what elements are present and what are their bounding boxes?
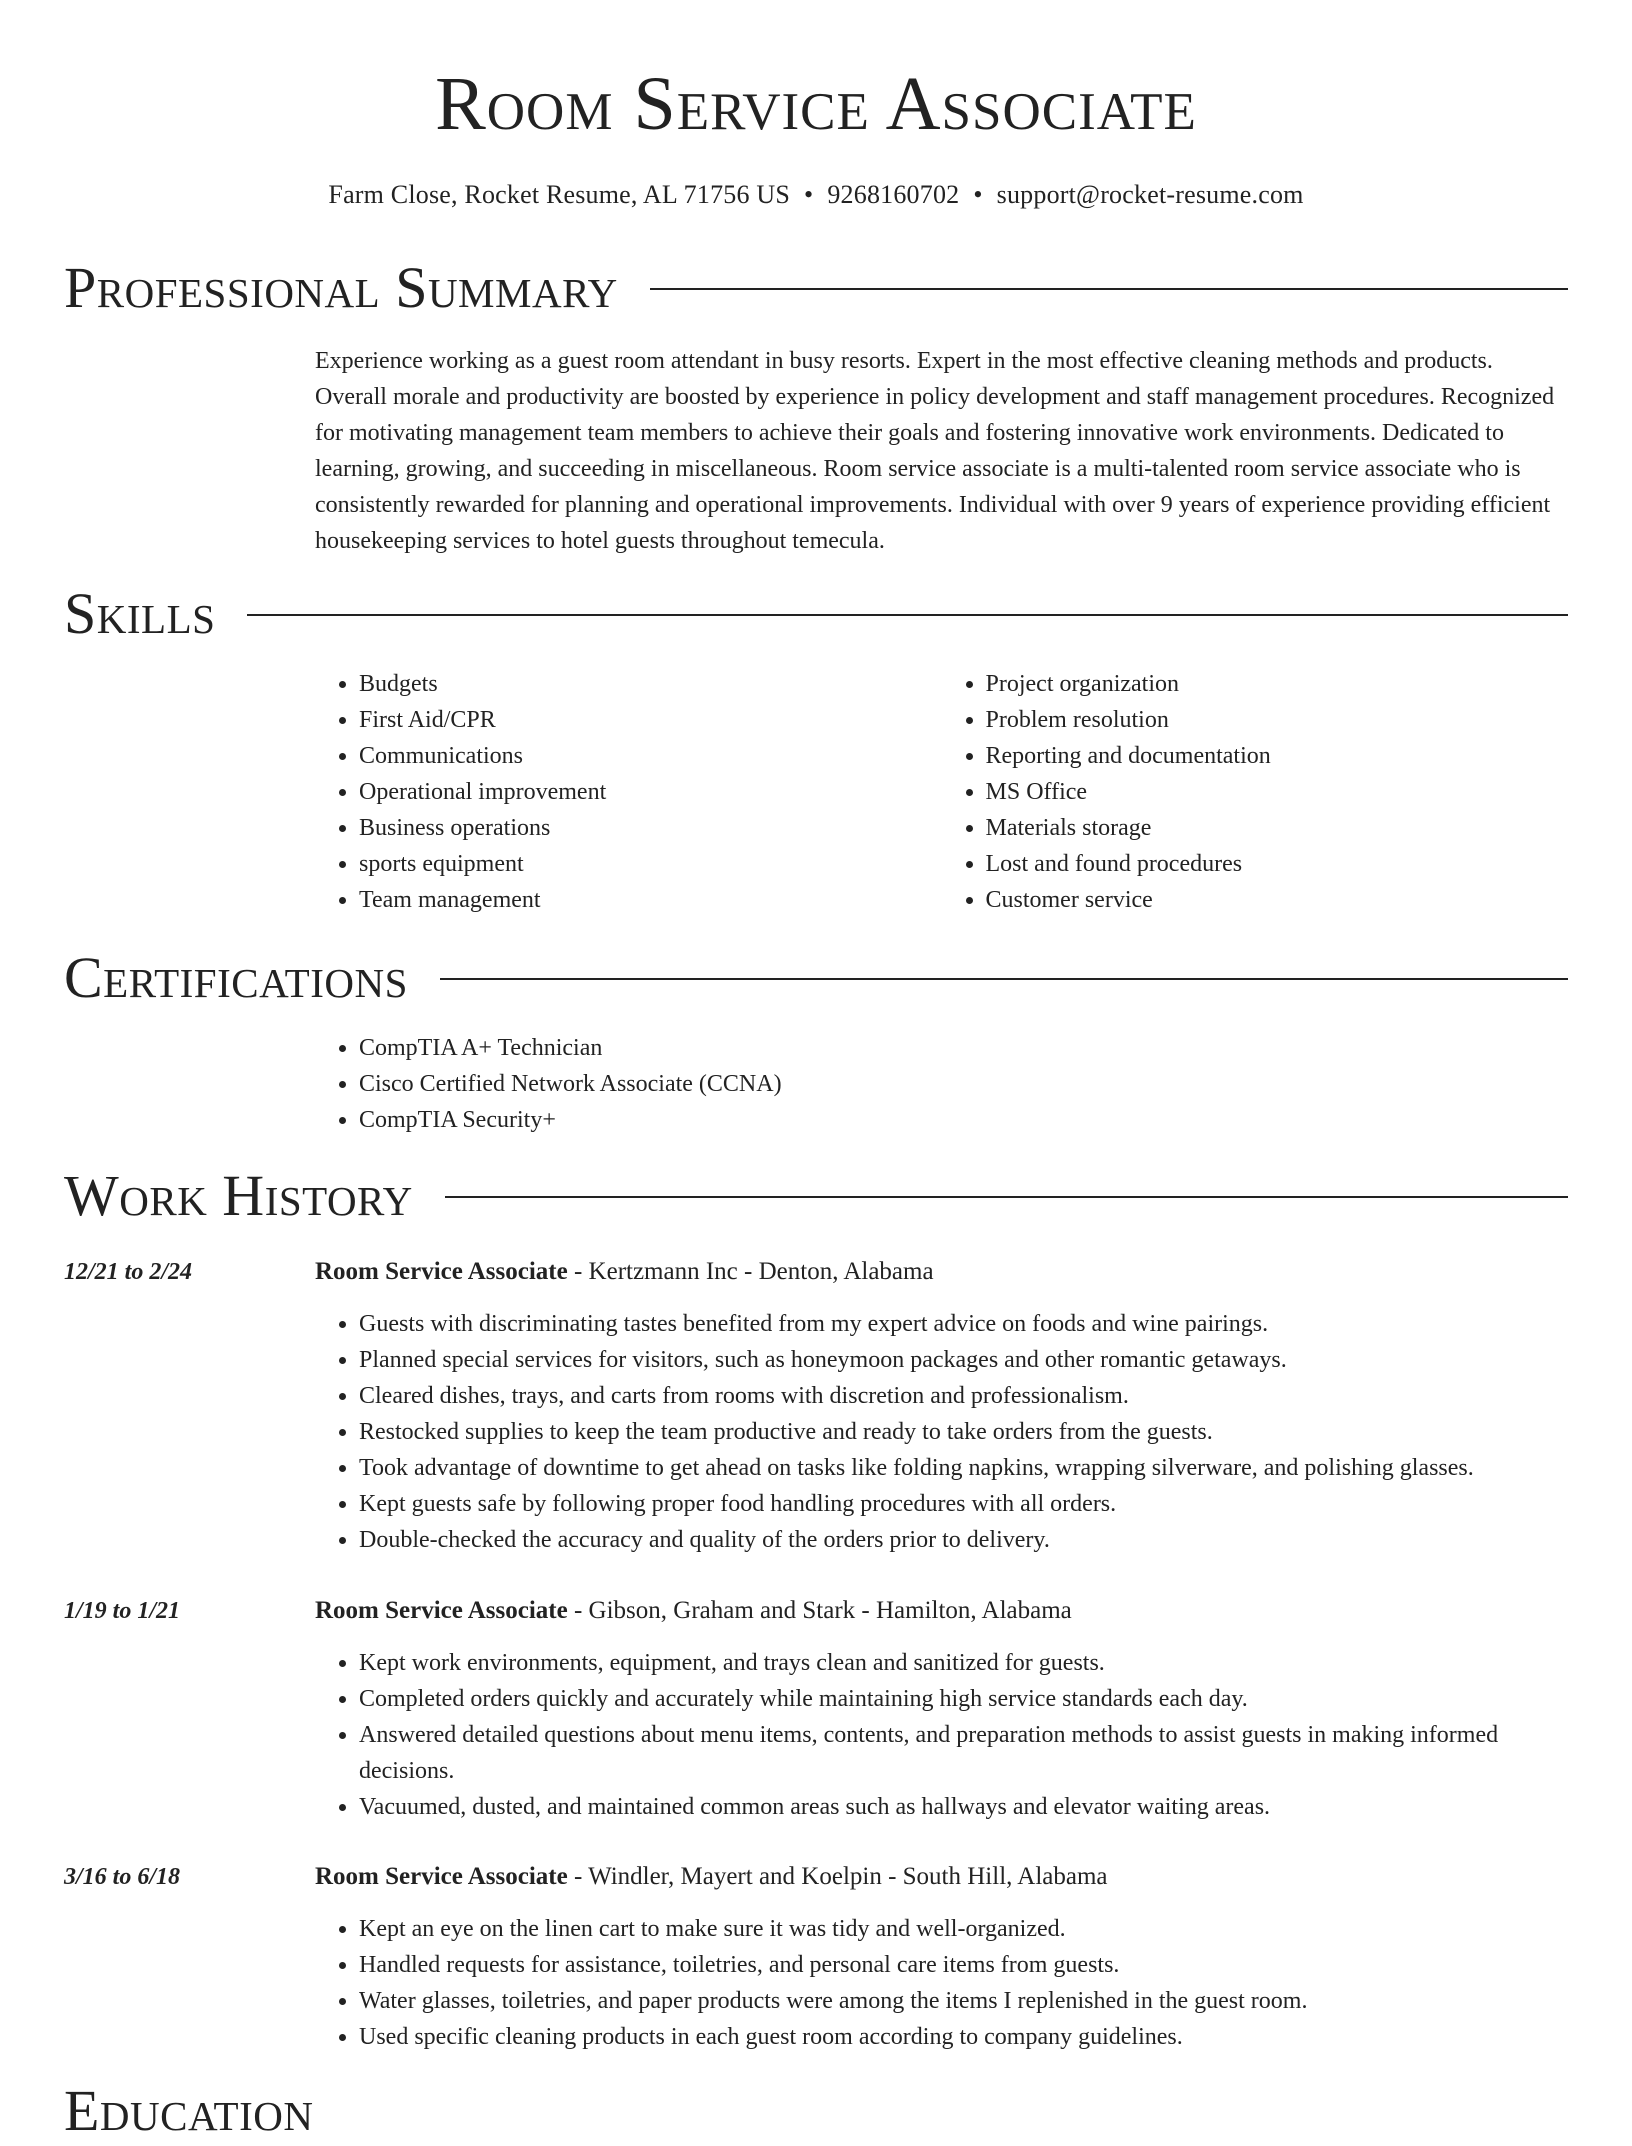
skills-section [0,579,1632,918]
certifications-heading: Certifications [64,945,408,1010]
job-bullet: • Answered detailed questions about menu items, contents, and preparation methods to assist guests in making informed decisions. [359,1717,1568,1789]
job-dates: 3/16 to 6/18 [64,1864,181,1890]
summary-text: Experience working as a guest room attendant in busy resorts. Expert in the most effective cleaning methods and products. Overall morale and productivity are boosted by experience in policy development and staff management procedures. Recognized for motivating management team members to achieve their goals and fostering innovative work environments. Dedicated to learning, growing, and succeeding in miscellaneous. Room service associate is a multi-talented room service associate who is consistently rewarded for planning and operational improvements. Individual with over 9 years of experience providing efficient housekeeping services to hotel guests throughout temecula. [315,348,1555,554]
certification-item: • CompTIA Security+ [359,1102,1568,1138]
job-entry [64,1593,1568,1825]
skill-item: • Business operations [359,810,942,846]
skills-heading: Skills [64,581,216,646]
section-divider [440,978,1568,980]
work-history-body [0,1254,1632,2055]
skill-item: • Project organization [986,666,1569,702]
job-content [315,1593,1568,1825]
job-entry [64,1859,1568,2055]
summary-heading-row [64,253,1568,323]
work-history-section [0,1161,1632,2055]
education-section [0,2076,1632,2146]
job-employer: - Windler, Mayert and Koelpin - South Hill, Alabama [567,1863,1108,1890]
skills-list-left [315,666,942,918]
skill-item: • Reporting and documentation [986,738,1569,774]
job-bullets [315,1911,1568,2055]
certification-item: • Cisco Certified Network Associate (CCNA) [359,1066,1568,1102]
summary-section [0,253,1632,559]
job-bullet: • Used specific cleaning products in each guest room according to company guidelines. [359,2019,1568,2055]
contact-line [0,180,1632,210]
skill-item: • MS Office [986,774,1569,810]
job-title-line [315,1593,1568,1629]
contact-separator: • [973,180,983,209]
skills-body [315,666,1568,918]
job-bullet: • Handled requests for assistance, toiletries, and personal care items from guests. [359,1947,1568,1983]
section-divider [445,1196,1568,1198]
skill-item: • Lost and found procedures [986,846,1569,882]
certifications-section [0,943,1632,1138]
work-history-heading-row [64,1161,1568,1231]
job-bullet: • Double-checked the accuracy and quality of the orders prior to delivery. [359,1522,1568,1558]
job-bullet: • Vacuumed, dusted, and maintained common areas such as hallways and elevator waiting areas. [359,1789,1568,1825]
contact-separator: • [804,180,814,209]
skill-item: • Materials storage [986,810,1569,846]
skill-item: • Budgets [359,666,942,702]
job-title: Room Service Associate [315,1863,568,1890]
job-bullet: • Kept guests safe by following proper food handling procedures with all orders. [359,1486,1568,1522]
resume-name: Room Service Associate [435,62,1197,146]
job-title: Room Service Associate [315,1258,568,1285]
job-bullet: • Kept work environments, equipment, and trays clean and sanitized for guests. [359,1645,1568,1681]
job-bullet: • Cleared dishes, trays, and carts from rooms with discretion and professionalism. [359,1378,1568,1414]
contact-address: Farm Close, Rocket Resume, AL 71756 US [328,180,791,209]
contact-phone: 9268160702 [827,180,960,209]
certifications-list [315,1030,1568,1138]
education-heading: Education [64,2078,314,2143]
job-dates: 12/21 to 2/24 [64,1259,193,1285]
skill-item: • Operational improvement [359,774,942,810]
certification-item: • CompTIA A+ Technician [359,1030,1568,1066]
skill-item: • First Aid/CPR [359,702,942,738]
job-bullets [315,1645,1568,1825]
job-bullet: • Completed orders quickly and accurately while maintaining high service standards each day. [359,1681,1568,1717]
job-title: Room Service Associate [315,1597,568,1624]
certifications-heading-row [64,943,1568,1013]
education-heading-row [64,2076,1568,2146]
job-content [315,1859,1568,2055]
skill-item: • Team management [359,882,942,918]
job-content [315,1254,1568,1558]
summary-heading: Professional Summary [64,255,618,320]
section-divider [650,288,1568,290]
job-bullet: • Kept an eye on the linen cart to make sure it was tidy and well-organized. [359,1911,1568,1947]
job-employer: - Gibson, Graham and Stark - Hamilton, Alabama [567,1597,1072,1624]
skill-item: • Problem resolution [986,702,1569,738]
section-divider [247,614,1568,616]
job-bullet: • Water glasses, toiletries, and paper products were among the items I replenished in the guest room. [359,1983,1568,2019]
skills-list-right [942,666,1569,918]
certifications-body [315,1030,1568,1138]
job-bullet: • Took advantage of downtime to get ahead on tasks like folding napkins, wrapping silverware, and polishing glasses. [359,1450,1568,1486]
job-dates: 1/19 to 1/21 [64,1598,181,1624]
job-title-line [315,1859,1568,1895]
skill-item: • Communications [359,738,942,774]
skills-heading-row [64,579,1568,649]
job-bullet: • Planned special services for visitors, such as honeymoon packages and other romantic getaways. [359,1342,1568,1378]
contact-email: support@rocket-resume.com [996,180,1304,209]
job-bullet: • Guests with discriminating tastes benefited from my expert advice on foods and wine pairings. [359,1306,1568,1342]
summary-body [315,343,1568,559]
job-employer: - Kertzmann Inc - Denton, Alabama [567,1258,934,1285]
skill-item: • Customer service [986,882,1569,918]
skill-item: • sports equipment [359,846,942,882]
job-bullet: • Restocked supplies to keep the team productive and ready to take orders from the guests. [359,1414,1568,1450]
work-history-heading: Work History [64,1163,413,1228]
job-title-line [315,1254,1568,1290]
job-entry [64,1254,1568,1558]
job-bullets [315,1306,1568,1558]
